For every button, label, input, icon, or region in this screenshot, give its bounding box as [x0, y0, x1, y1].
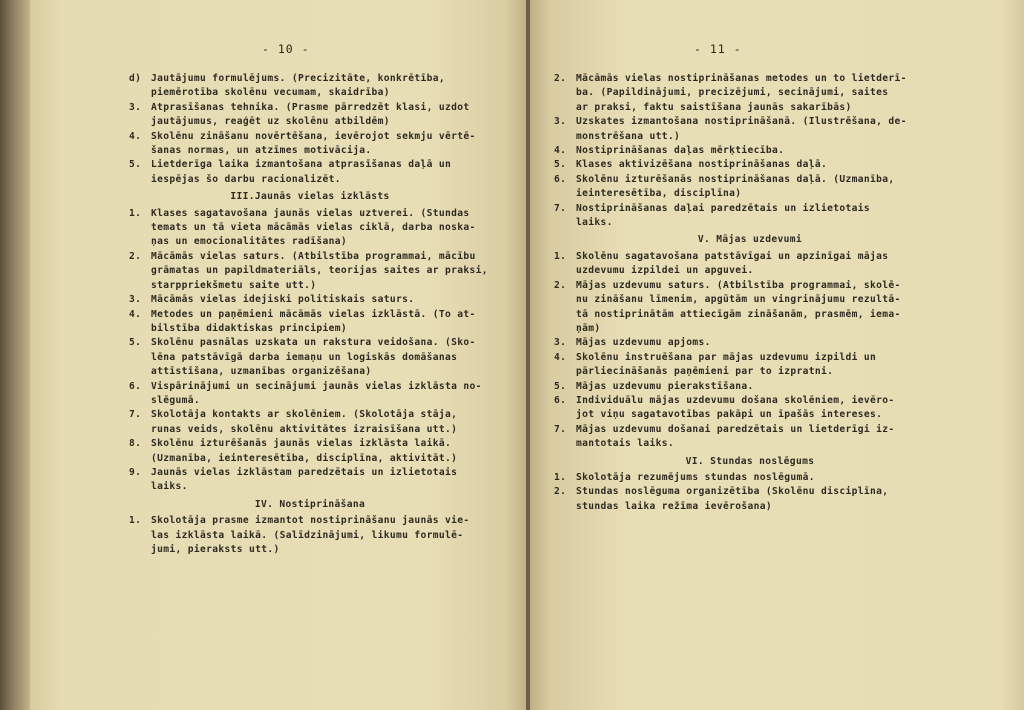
section-heading: V. Mājas uzdevumi: [697, 234, 803, 246]
item-number: 5.: [129, 337, 142, 349]
item-number: 2.: [554, 279, 567, 291]
list-item: [554, 158, 926, 172]
item-number: 1.: [129, 515, 142, 527]
item-number: 5.: [554, 159, 567, 171]
item-number: 6.: [554, 394, 567, 406]
item-text: Mājas uzdevumu došanai paredzētais un lietderīgi iz- mantotais laiks.: [576, 423, 895, 450]
item-number: 9.: [129, 466, 142, 478]
item-text: Skolēnu izturēšanās jaunās vielas izklāsta laikā. (Uzmanība, ieinteresētība, disciplīna, aktivitāt.): [151, 438, 458, 464]
item-text: Metodes un paņēmieni mācāmās vielas izklāstā. (To at- bilstība didaktiskas principiem): [151, 308, 476, 334]
list-item: [554, 351, 926, 380]
item-number: 1.: [554, 471, 567, 483]
list-item: [554, 115, 926, 144]
item-text: Lietderīga laika izmantošana atprasīšanas daļā un iespējas šo darbu racionalizēt.: [151, 159, 452, 185]
section-heading: IV. Nostiprināšana: [254, 498, 366, 510]
item-number: 4.: [129, 130, 142, 142]
list-item: [129, 380, 521, 409]
item-text: Mājas uzdevumu saturs. (Atbilstība programmai, skolē- nu zināšanu līmenim, apgūtām un vingrinājumu rezultā- tā nostiprinātām attiecīgām zināšanām, prasmēm, iema- ņām): [576, 279, 901, 334]
list-item: [554, 250, 926, 279]
item-number: 5.: [554, 380, 567, 392]
item-number: 5.: [129, 159, 142, 171]
item-text: Skolotāja prasme izmantot nostiprināšanu jaunās vie- las izklāsta laikā. (Salīdzinājumi, likumu formulē- jumi, pieraksts utt.): [151, 515, 470, 555]
item-text: Klases sagatavošana jaunās vielas uztverei. (Stundas temats un tā vieta mācāmās vielas ciklā, darba noska- ņas un emocionalitātes radīšana): [151, 207, 476, 248]
item-number: 3.: [129, 101, 142, 113]
list-item: [129, 466, 521, 495]
list-item: [129, 336, 521, 379]
item-text: Stundas noslēguma organizētība (Skolēnu disciplīna, stundas laika režīma ievērošana): [576, 486, 889, 512]
page-text: [129, 72, 521, 557]
item-number: 7.: [554, 423, 567, 435]
list-item: [129, 514, 521, 557]
item-text: Uzskates izmantošana nostiprināšanā. (Ilustrēšana, de- monstrēšana utt.): [576, 116, 907, 142]
item-number: 4.: [554, 145, 567, 157]
item-text: Mācāmās vielas nostiprināšanas metodes un to lietderī- ba. (Papildinājumi, precizējumi, secinājumi, saites ar praksi, faktu saistīšana jaunās sakarībās): [576, 73, 907, 113]
list-item: [554, 72, 926, 115]
item-text: Mācāmās vielas saturs. (Atbilstība programmai, mācību grāmatas un papildmateriāls, teorijas saites ar praksi, starppriekšmetu saite utt.): [151, 250, 488, 291]
item-number: 3.: [129, 294, 142, 306]
list-item: [129, 101, 521, 130]
item-text: Klases aktivizēšana nostiprināšanas daļā.: [576, 159, 828, 171]
item-text: Skolotāja kontakts ar skolēniem. (Skolotāja stāja, runas veids, skolēnu aktivitātes izraisīšana utt.): [151, 409, 458, 435]
list-item: [554, 485, 926, 514]
item-text: Mājas uzdevumu pierakstīšana.: [576, 380, 754, 392]
list-item: [554, 202, 926, 231]
item-text: Mājas uzdevumu apjoms.: [576, 337, 711, 349]
page-number: - 10 -: [262, 42, 310, 56]
item-text: Nostiprināšanas daļas mērķtiecība.: [576, 145, 785, 157]
item-number: 4.: [129, 308, 142, 320]
list-item: [554, 173, 926, 202]
book-edge: [0, 0, 30, 710]
item-number: 1.: [554, 250, 567, 262]
page-text: [554, 72, 926, 514]
item-number: 6.: [554, 173, 567, 185]
item-number: 2.: [554, 486, 567, 498]
list-item: [129, 130, 521, 159]
list-item: [554, 471, 926, 485]
item-text: Skolēnu sagatavošana patstāvīgai un apzinīgai mājas uzdevumu izpildei un apguvei.: [576, 250, 889, 277]
item-number: 7.: [129, 409, 142, 421]
item-number: 3.: [554, 337, 567, 349]
item-number: 6.: [129, 380, 142, 392]
item-text: Skolēnu izturēšanās nostiprināšanas daļā. (Uzmanība, ieinteresētība, disciplīna): [576, 173, 895, 200]
list-item: [554, 336, 926, 350]
section-heading: VI. Stundas noslēgums: [685, 455, 815, 467]
page-number: - 11 -: [694, 42, 742, 56]
item-text: Skolēnu instruēšana par mājas uzdevumu izpildi un pārliecināšanās paņēmieni par to izpratni.: [576, 351, 877, 378]
item-text: Jautājumu formulējums. (Precizitāte, konkrētība, piemērotība skolēnu vecumam, skaidrība): [151, 73, 446, 99]
item-text: Skolēnu zināšanu novērtēšana, ievērojot sekmju vērtē- šanas normas, un atzīmes motivācija.: [151, 130, 476, 157]
list-item: [554, 279, 926, 337]
item-text: Atprasīšanas tehnika. (Prasme pārredzēt klasi, uzdot jautājumus, reaģēt uz skolēnu atbildēm): [151, 101, 470, 128]
section-heading: III.Jaunās vielas izklāsts: [230, 191, 390, 203]
list-item: [554, 423, 926, 452]
item-number: 3.: [554, 116, 567, 128]
item-number: 7.: [554, 202, 567, 214]
item-number: 2.: [554, 73, 567, 84]
list-item: [554, 144, 926, 158]
item-number: 8.: [129, 438, 142, 450]
list-item: [129, 207, 521, 250]
list-item: [129, 293, 521, 307]
item-text: Vispārinājumi un secinājumi jaunās vielas izklāsta no- slēgumā.: [151, 380, 482, 406]
list-item: [129, 308, 521, 337]
item-text: Individuālu mājas uzdevumu došana skolēniem, ievēro- jot viņu sagatavotības pakāpi un īpašās intereses.: [576, 394, 895, 421]
item-number: 1.: [129, 207, 142, 219]
item-text: Mācāmās vielas idejiski politiskais saturs.: [151, 294, 415, 306]
list-item: [554, 380, 926, 394]
list-item: [129, 408, 521, 437]
item-text: Skolēnu pasnālas uzskata un rakstura veidošana. (Sko- lēna patstāvīgā darba iemaņu un logiskās domāšanas attīstīšana, uzmanības organizēšana): [151, 337, 476, 378]
item-number: 2.: [129, 250, 142, 262]
right-page: [530, 0, 1024, 710]
item-number: d): [129, 73, 142, 84]
list-item: [129, 72, 521, 101]
left-page: [30, 0, 526, 710]
list-item: [129, 437, 521, 466]
list-item: [554, 394, 926, 423]
item-text: Jaunās vielas izklāstam paredzētais un izlietotais laiks.: [151, 466, 458, 493]
item-text: Nostiprināšanas daļai paredzētais un izlietotais laiks.: [576, 202, 871, 229]
item-text: Skolotāja rezumējums stundas noslēgumā.: [576, 471, 815, 483]
list-item: [129, 158, 521, 187]
list-item: [129, 250, 521, 293]
item-number: 4.: [554, 351, 567, 363]
